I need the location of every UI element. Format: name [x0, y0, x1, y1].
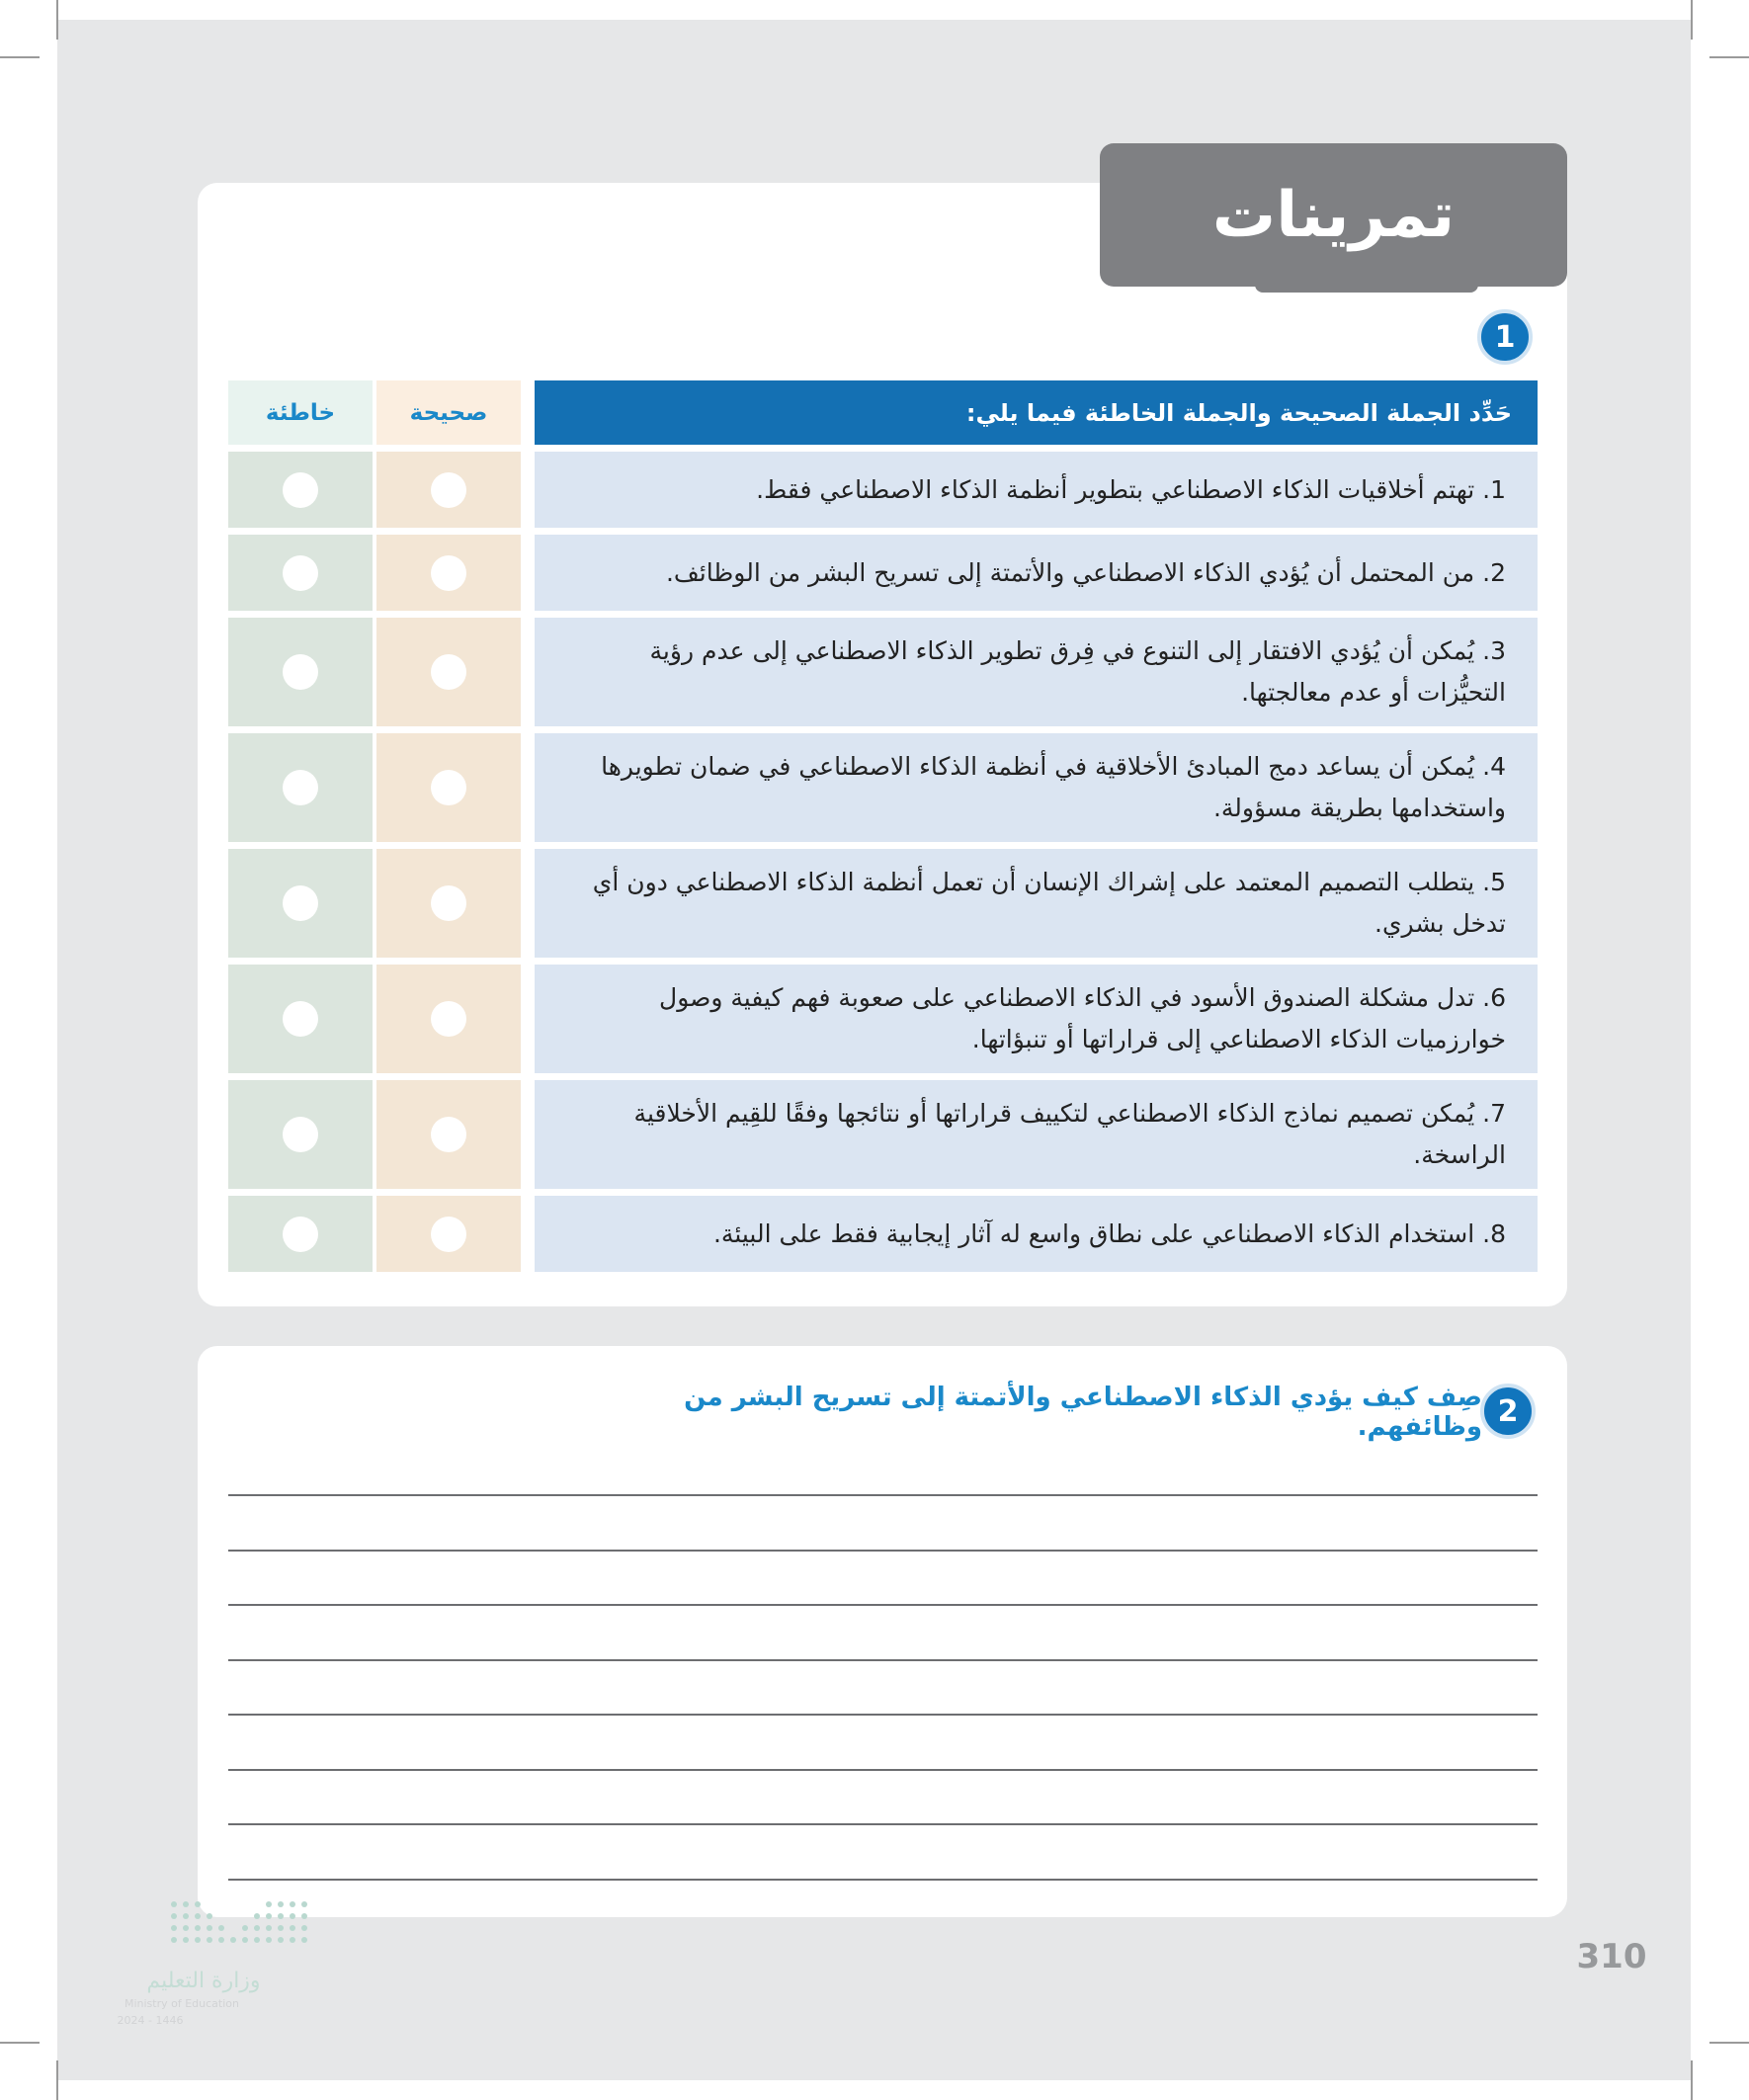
true-cell-8: [376, 1196, 521, 1272]
statement-1: 1. تهتم أخلاقيات الذكاء الاصطناعي بتطوير أنظمة الذكاء الاصطناعي فقط.: [535, 452, 1538, 528]
crop-mark: [1691, 0, 1693, 40]
true-cell-4: [376, 733, 521, 842]
crop-mark: [1709, 56, 1749, 58]
statement-6: 6. تدل مشكلة الصندوق الأسود في الذكاء الاصطناعي على صعوبة فهم كيفية وصول خوارزميات الذكاء الاصطناعي إلى قراراتها أو تنبؤاتها.: [535, 965, 1538, 1073]
ministry-logo-mark-icon: [95, 1892, 332, 2031]
crop-mark: [0, 56, 40, 58]
crop-mark: [56, 2060, 58, 2100]
answer-line[interactable]: [228, 1769, 1538, 1771]
true-cell-6: [376, 965, 521, 1073]
radio-false-6[interactable]: [283, 1001, 318, 1037]
answer-line[interactable]: [228, 1823, 1538, 1825]
logo-text-ar: وزارة التعليم: [146, 1969, 261, 1993]
false-cell-2: [228, 535, 373, 611]
ministry-logo: [95, 1892, 332, 2031]
column-header-false: خاطئة: [228, 380, 373, 445]
answer-line[interactable]: [228, 1659, 1538, 1661]
page-number: 310: [1576, 1937, 1647, 1976]
radio-true-5[interactable]: [431, 885, 466, 921]
radio-false-1[interactable]: [283, 472, 318, 508]
exercise-2-badge: 2: [1480, 1384, 1536, 1439]
logo-year: 2024 - 1446: [117, 2014, 184, 2027]
radio-true-2[interactable]: [431, 555, 466, 591]
true-cell-3: [376, 618, 521, 726]
false-cell-5: [228, 849, 373, 958]
page-title: تمرينات: [1211, 178, 1456, 252]
radio-false-8[interactable]: [283, 1217, 318, 1252]
crop-mark: [0, 2042, 40, 2044]
true-cell-2: [376, 535, 521, 611]
radio-false-4[interactable]: [283, 770, 318, 805]
radio-true-3[interactable]: [431, 654, 466, 690]
statement-3: 3. يُمكن أن يُؤدي الافتقار إلى التنوع في فِرق تطوير الذكاء الاصطناعي إلى عدم رؤية التحيُّزات أو عدم معالجتها.: [535, 618, 1538, 726]
false-cell-4: [228, 733, 373, 842]
answer-line[interactable]: [228, 1879, 1538, 1881]
radio-true-6[interactable]: [431, 1001, 466, 1037]
answer-line[interactable]: [228, 1494, 1538, 1496]
column-header-true: صحيحة: [376, 380, 521, 445]
crop-mark: [1709, 2042, 1749, 2044]
true-cell-1: [376, 452, 521, 528]
logo-text-en: Ministry of Education: [124, 1997, 240, 2010]
radio-true-4[interactable]: [431, 770, 466, 805]
statement-8: 8. استخدام الذكاء الاصطناعي على نطاق واسع له آثار إيجابية فقط على البيئة.: [535, 1196, 1538, 1272]
false-cell-7: [228, 1080, 373, 1189]
answer-line[interactable]: [228, 1604, 1538, 1606]
statement-2: 2. من المحتمل أن يُؤدي الذكاء الاصطناعي والأتمتة إلى تسريح البشر من الوظائف.: [535, 535, 1538, 611]
exercise-1-badge: 1: [1477, 309, 1533, 365]
crop-mark: [56, 0, 58, 40]
answer-line[interactable]: [228, 1550, 1538, 1552]
radio-true-8[interactable]: [431, 1217, 466, 1252]
radio-false-3[interactable]: [283, 654, 318, 690]
false-cell-8: [228, 1196, 373, 1272]
radio-false-2[interactable]: [283, 555, 318, 591]
false-cell-1: [228, 452, 373, 528]
true-cell-7: [376, 1080, 521, 1189]
false-cell-3: [228, 618, 373, 726]
crop-mark: [1691, 2060, 1693, 2100]
radio-false-7[interactable]: [283, 1117, 318, 1152]
exercise-1-instruction: حَدِّد الجملة الصحيحة والجملة الخاطئة فيما يلي:: [535, 380, 1538, 445]
exercise-2-question: صِف كيف يؤدي الذكاء الاصطناعي والأتمتة إلى تسريح البشر من وظائفهم.: [684, 1383, 1482, 1442]
true-cell-5: [376, 849, 521, 958]
false-cell-6: [228, 965, 373, 1073]
radio-false-5[interactable]: [283, 885, 318, 921]
answer-line[interactable]: [228, 1714, 1538, 1716]
statement-7: 7. يُمكن تصميم نماذج الذكاء الاصطناعي لتكييف قراراتها أو نتائجها وفقًا للقِيم الأخلاقية الراسخة.: [535, 1080, 1538, 1189]
radio-true-7[interactable]: [431, 1117, 466, 1152]
radio-true-1[interactable]: [431, 472, 466, 508]
statement-4: 4. يُمكن أن يساعد دمج المبادئ الأخلاقية في أنظمة الذكاء الاصطناعي في ضمان تطويرها واستخدامها بطريقة مسؤولة.: [535, 733, 1538, 842]
statement-5: 5. يتطلب التصميم المعتمد على إشراك الإنسان أن تعمل أنظمة الذكاء الاصطناعي دون أي تدخل بشري.: [535, 849, 1538, 958]
